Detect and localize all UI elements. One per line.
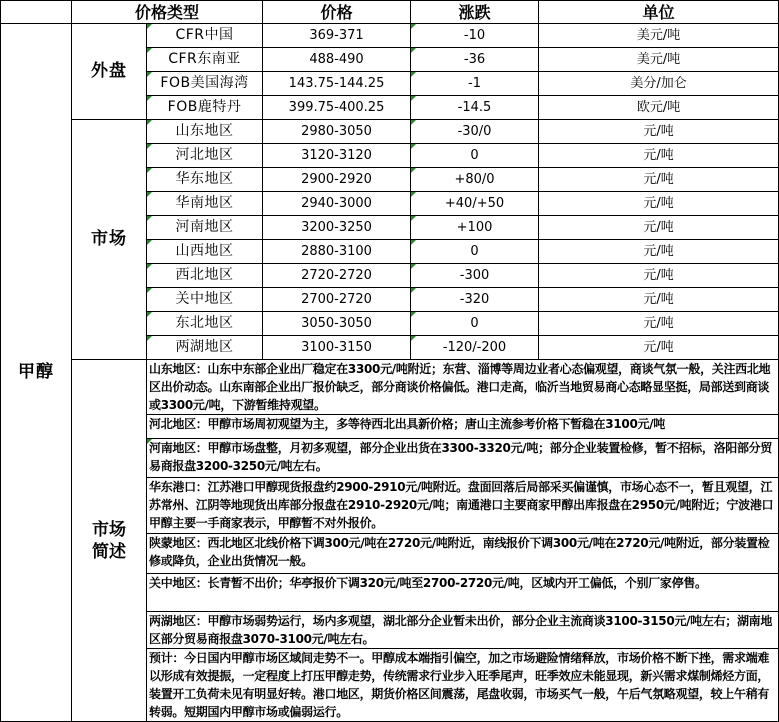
row-unit: 元/吨 [539,240,779,264]
row-name: 华东地区 [147,168,263,192]
row-price: 3120-3120 [263,144,411,168]
row-unit: 元/吨 [539,336,779,360]
row-change: +40/+50 [411,192,539,216]
row-price: 2980-3050 [263,120,411,144]
row-name: 山东地区 [147,120,263,144]
row-name: 河北地区 [147,144,263,168]
row-price: 143.75-144.25 [263,72,411,96]
row-change: -30/0 [411,120,539,144]
row-unit: 元/吨 [539,144,779,168]
row-price: 399.75-400.25 [263,96,411,120]
row-price: 369-371 [263,24,411,48]
market-label: 市场 [72,120,147,360]
row-unit: 元/吨 [539,312,779,336]
table-row [1,120,779,144]
row-price: 2940-3000 [263,192,411,216]
row-price: 2720-2720 [263,264,411,288]
header-price: 价格 [263,1,411,24]
comment-lianghu: 两湖地区：甲醇市场弱势运行，场内多观望，湖北部分企业暂未出价，部分企业主流商谈3100-3150元/吨左右；湖南地区部分贸易商报盘3070-3100元/吨左右。 [147,612,779,649]
row-price: 2700-2720 [263,288,411,312]
row-price: 3200-3250 [263,216,411,240]
row-unit: 元/吨 [539,264,779,288]
row-price: 2900-2920 [263,168,411,192]
row-price: 2880-3100 [263,240,411,264]
header-unit: 单位 [539,1,779,24]
comment-shandong: 山东地区：山东中东部企业出厂稳定在3300元/吨附近；东营、淄博等周边业者心态偏观望，商谈气氛一般，关注西北地区出价动态。山东南部企业出厂报价缺乏，部分商谈价格偏低。港口走高，临沂当地贸易商心态略显坚挺，局部送到商谈或3300元/吨，下游暂维持观望。 [147,360,779,415]
row-name: 关中地区 [147,288,263,312]
row-change: -300 [411,264,539,288]
row-unit: 美分/加仑 [539,72,779,96]
comment-henan: 河南地区：甲醇市场盘整，月初多观望，部分企业出货在3300-3320元/吨；部分企业装置检修，暂不招标，洛阳部分贸易商报盘3200-3250元/吨左右。 [147,439,779,478]
row-change: -320 [411,288,539,312]
row-name: 河南地区 [147,216,263,240]
comment-east-china-port: 华东港口：江苏港口甲醇现货报盘约2900-2910元/吨附近。盘面回落后局部采买偏谨慎，市场心态不一，暂且观望，江苏常州、江阴等地现货出库部分报盘在2910-2920元/吨；南通港口主要商家甲醇出库报盘在2950元/吨附近；宁波港口甲醇主要一手商家表示，甲醇暂不对外报价。 [147,478,779,534]
row-unit: 元/吨 [539,168,779,192]
row-price: 3100-3150 [263,336,411,360]
row-change: -120/-200 [411,336,539,360]
row-change: -10 [411,24,539,48]
row-change: -1 [411,72,539,96]
table-row [1,24,779,48]
header-row [1,1,779,24]
row-change: 0 [411,312,539,336]
row-price: 488-490 [263,48,411,72]
comment-guanzhong: 关中地区：长青暂不出价；华亭报价下调320元/吨至2700-2720元/吨，区域内开工偏低，个别厂家停售。 [147,574,779,612]
row-unit: 元/吨 [539,216,779,240]
row-price: 3050-3050 [263,312,411,336]
comment-hebei: 河北地区：甲醇市场周初观望为主，多等待西北出具新价格；唐山主流参考价格下暂稳在3100元/吨 [147,415,779,439]
summary-row [1,360,779,415]
header-change: 涨跌 [411,1,539,24]
row-name: FOB鹿特丹 [147,96,263,120]
row-unit: 美元/吨 [539,24,779,48]
row-change: +100 [411,216,539,240]
product-label: 甲醇 [1,24,72,722]
row-name: FOB美国海湾 [147,72,263,96]
header-price-type: 价格类型 [72,1,263,24]
row-unit: 美元/吨 [539,48,779,72]
row-name: 山西地区 [147,240,263,264]
row-change: -14.5 [411,96,539,120]
row-change: +80/0 [411,168,539,192]
comment-shaanxi-inner-mongolia: 陕蒙地区：西北地区北线价格下调300元/吨在2720元/吨附近，南线报价下调300元/吨在2720元/吨附近，部分装置检修或降负，企业出货情况一般。 [147,534,779,574]
row-name: 两湖地区 [147,336,263,360]
summary-label-line2: 简述 [92,541,126,562]
row-unit: 欧元/吨 [539,96,779,120]
summary-label-line1: 市场 [92,519,126,540]
summary-label [72,360,147,722]
row-name: 东北地区 [147,312,263,336]
header-blank-cell [1,1,72,24]
row-unit: 元/吨 [539,120,779,144]
row-change: 0 [411,240,539,264]
row-unit: 元/吨 [539,288,779,312]
row-unit: 元/吨 [539,192,779,216]
row-name: CFR东南亚 [147,48,263,72]
row-change: -36 [411,48,539,72]
outer-market-label: 外盘 [72,24,147,120]
row-name: 西北地区 [147,264,263,288]
row-name: CFR中国 [147,24,263,48]
comment-forecast: 预计：今日国内甲醇市场区域间走势不一。甲醇成本端指引偏空，加之市场避险情绪释放，市场价格不断下挫，需求端难以形成有效提振，一定程度上打压甲醇走势，传统需求行业步入旺季尾声，旺季效应未能显现，新兴需求煤制烯烃方面，装置开工负荷未见有明显好转。港口地区，期货价格区间震荡，尾盘收弱，市场买气一般，午后气氛略观望，较上午稍有转弱。短期国内甲醇市场或偏弱运行。 [147,649,779,722]
row-name: 华南地区 [147,192,263,216]
row-change: 0 [411,144,539,168]
